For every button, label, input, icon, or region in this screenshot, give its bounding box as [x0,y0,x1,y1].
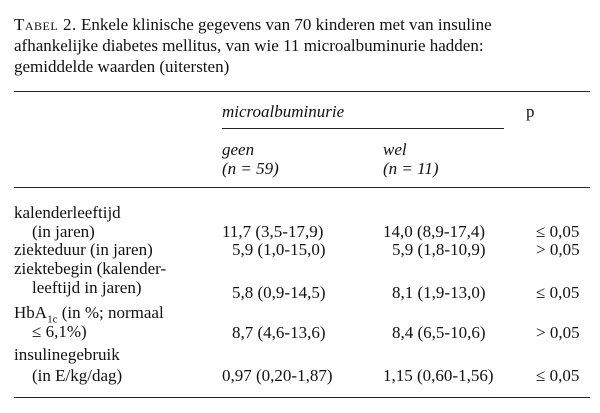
caption-line-1: Enkele klinische gegevens van 70 kinderen met van insuline [80,15,492,34]
cell-geen: 8,7 (4,6-13,6) [232,323,326,342]
header-rule [14,187,590,188]
row-label: kalenderleeftijd [14,203,121,222]
row-label-part: HbA [14,303,48,322]
cell-geen: 0,97 (0,20-1,87) [222,366,333,385]
row-label-subscript: 1c [47,313,58,326]
cell-geen: 11,7 (3,5-17,9) [222,222,324,241]
col-geen-n: (n = 59) [222,159,279,178]
row-label: insulinegebruik [14,345,120,364]
row-label: ≤ 6,1%) [32,322,87,341]
row-label: leeftijd in jaren) [32,278,142,297]
cell-p: ≤ 0,05 [536,366,580,385]
top-rule [14,91,590,92]
col-wel-n: (n = 11) [383,159,439,178]
cell-geen: 5,8 (0,9-14,5) [232,283,326,302]
cell-wel: 8,4 (6,5-10,6) [392,323,486,342]
cell-wel: 1,15 (0,60-1,56) [383,366,494,385]
cell-p: > 0,05 [536,240,580,259]
row-label: ziektebegin (kalender- [14,259,167,278]
row-label: (in E/kg/dag) [32,366,123,385]
row-label: ziekteduur (in jaren) [14,240,153,259]
caption-line-2: afhankelijke diabetes mellitus, van wie 11 microalbuminurie hadden: [14,36,484,55]
row-label-part: (in %; normaal [57,303,164,322]
caption-label: Tabel 2. [14,15,77,34]
col-wel-label: wel [383,140,407,159]
group-header: microalbuminurie [222,102,345,121]
cell-p: > 0,05 [536,323,580,342]
cell-geen: 5,9 (1,0-15,0) [232,240,326,259]
col-geen-label: geen [222,140,255,159]
caption-line-3: gemiddelde waarden (uitersten) [14,57,230,76]
cell-wel: 5,9 (1,8-10,9) [392,240,486,259]
cell-p: ≤ 0,05 [536,283,580,302]
group-rule [222,128,504,129]
cell-wel: 14,0 (8,9-17,4) [383,222,485,241]
bottom-rule [14,397,590,398]
p-header: p [526,102,535,121]
row-label: (in jaren) [32,222,95,241]
cell-p: ≤ 0,05 [536,222,580,241]
table-caption [14,14,590,77]
cell-wel: 8,1 (1,9-13,0) [392,283,486,302]
